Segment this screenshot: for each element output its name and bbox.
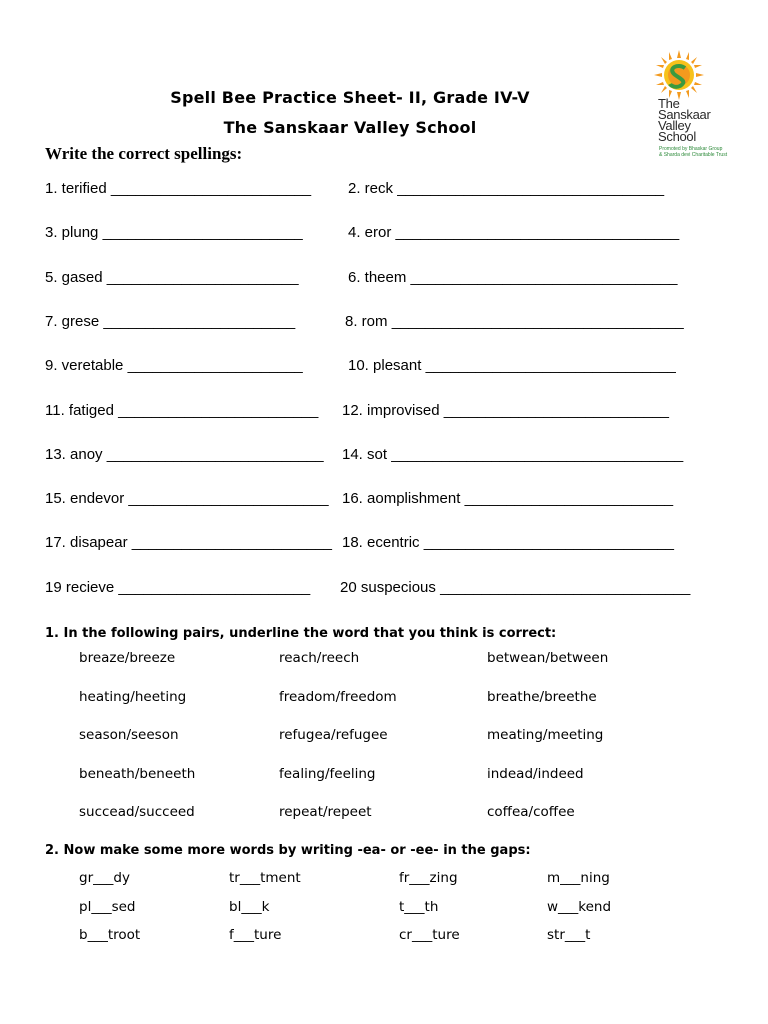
spelling-item-4 xyxy=(348,224,679,241)
answer-blank[interactable]: __________________________ xyxy=(106,445,324,463)
answer-blank[interactable]: _______________________ xyxy=(118,578,311,596)
spelling-word: 3. plung xyxy=(45,224,99,242)
word-pair[interactable]: repeat/repeet xyxy=(279,804,372,821)
spelling-word: 19 recieve xyxy=(45,578,115,596)
spelling-word: 11. fatiged xyxy=(45,401,114,419)
section1-heading: 1. In the following pairs, underline the word that you think is correct: xyxy=(45,626,557,641)
answer-blank[interactable]: ________________________ xyxy=(128,490,329,508)
word-pair[interactable]: coffea/coffee xyxy=(487,804,575,821)
answer-blank[interactable]: _______________________ xyxy=(106,268,299,286)
spelling-word: 10. plesant xyxy=(348,357,422,375)
spelling-item-14 xyxy=(342,446,683,463)
answer-blank[interactable]: _______________________ xyxy=(103,312,296,330)
spelling-word: 17. disapear xyxy=(45,534,128,552)
spelling-item-13 xyxy=(45,446,324,463)
spelling-word: 20 suspecious xyxy=(340,578,436,596)
word-pair[interactable]: indead/indeed xyxy=(487,765,584,782)
word-pair[interactable]: betwean/between xyxy=(487,650,609,666)
spelling-item-7 xyxy=(45,313,295,330)
spelling-item-16 xyxy=(342,490,673,507)
gap-word[interactable]: fr___zing xyxy=(399,870,458,886)
spelling-word: 8. rom xyxy=(345,312,388,330)
spelling-word: 12. improvised xyxy=(342,401,440,419)
spelling-item-12 xyxy=(342,402,669,419)
spelling-item-11 xyxy=(45,402,318,419)
school-name-title: The Sanskaar Valley School xyxy=(223,118,477,137)
word-pair[interactable]: meating/meeting xyxy=(487,727,604,744)
word-pair[interactable]: succead/succeed xyxy=(79,804,195,821)
gap-word[interactable]: m___ning xyxy=(547,870,610,886)
answer-blank[interactable]: ________________________ xyxy=(110,180,312,197)
spelling-item-17 xyxy=(45,534,332,551)
gap-word[interactable]: f___ture xyxy=(229,927,282,943)
word-pair[interactable]: freadom/freedom xyxy=(279,688,397,705)
answer-blank[interactable]: ______________________________ xyxy=(423,534,674,552)
answer-blank[interactable]: ________________________ xyxy=(131,534,332,552)
spelling-word: 7. grese xyxy=(45,312,100,330)
spelling-word: 4. eror xyxy=(348,224,392,242)
spelling-word: 2. reck xyxy=(348,180,394,197)
spelling-item-19 xyxy=(45,579,310,596)
answer-blank[interactable]: ________________________ xyxy=(118,401,319,419)
logo-school-name: The Sanskaar Valley School xyxy=(658,96,711,144)
spelling-item-1 xyxy=(45,180,311,197)
gap-word[interactable]: tr___tment xyxy=(229,870,301,886)
spelling-item-15 xyxy=(45,490,329,507)
spelling-word: 9. veretable xyxy=(45,357,124,375)
spelling-item-3 xyxy=(45,224,303,241)
section2-heading: 2. Now make some more words by writing -ea- or -ee- in the gaps: xyxy=(45,843,531,858)
answer-blank[interactable]: __________________________________ xyxy=(395,224,680,242)
spelling-word: 13. anoy xyxy=(45,445,103,463)
answer-blank[interactable]: ___________________________ xyxy=(443,401,669,419)
spelling-item-8 xyxy=(345,313,684,330)
spelling-word: 15. endevor xyxy=(45,490,125,508)
gap-word[interactable]: bl___k xyxy=(229,898,270,915)
spelling-item-20 xyxy=(340,579,690,596)
spelling-item-10 xyxy=(348,357,676,374)
instructions-heading: Write the correct spellings: xyxy=(45,144,243,163)
word-pair[interactable]: reach/reech xyxy=(279,650,360,666)
answer-blank[interactable]: ___________________________________ xyxy=(391,312,684,330)
spelling-item-5 xyxy=(45,269,299,286)
gap-word[interactable]: b___troot xyxy=(79,927,141,943)
spelling-item-6 xyxy=(348,269,678,286)
word-pair[interactable]: season/seeson xyxy=(79,727,179,744)
spelling-item-18 xyxy=(342,534,674,551)
answer-blank[interactable]: ___________________________________ xyxy=(391,445,684,463)
gap-word[interactable]: str___t xyxy=(547,927,591,943)
spelling-word: 5. gased xyxy=(45,268,103,286)
spelling-item-9 xyxy=(45,357,303,374)
gap-word[interactable]: cr___ture xyxy=(399,927,460,943)
school-logo xyxy=(646,46,738,166)
gap-word[interactable]: t___th xyxy=(399,898,439,915)
word-pair[interactable]: beneath/beneeth xyxy=(79,765,196,782)
answer-blank[interactable]: _____________________ xyxy=(127,357,303,375)
answer-blank[interactable]: ________________________________ xyxy=(397,180,665,197)
word-pair[interactable]: refugea/refugee xyxy=(279,727,388,744)
spelling-word: 1. terified xyxy=(45,180,107,197)
gap-word[interactable]: pl___sed xyxy=(79,898,136,915)
gap-word[interactable]: w___kend xyxy=(547,898,612,915)
logo-tagline: Promoted by Bhaskar Group & Sharda devi Charitable Trust xyxy=(659,146,728,158)
spelling-word: 14. sot xyxy=(342,445,388,463)
word-pair[interactable]: breaze/breeze xyxy=(79,650,176,666)
gap-word[interactable]: gr___dy xyxy=(79,870,130,886)
sun-logo-icon xyxy=(654,50,704,100)
answer-blank[interactable]: _________________________ xyxy=(464,490,674,508)
answer-blank[interactable]: ______________________________ xyxy=(440,578,691,596)
spelling-item-2 xyxy=(348,180,664,197)
answer-blank[interactable]: ________________________ xyxy=(102,224,303,242)
answer-blank[interactable]: ______________________________ xyxy=(425,357,676,375)
spelling-word: 6. theem xyxy=(348,268,407,286)
worksheet-title: Spell Bee Practice Sheet- II, Grade IV-V xyxy=(170,88,530,107)
word-pair[interactable]: fealing/feeling xyxy=(279,765,376,782)
word-pair[interactable]: heating/heeting xyxy=(79,688,187,705)
spelling-word: 18. ecentric xyxy=(342,534,420,552)
spelling-word: 16. aomplishment xyxy=(342,490,461,508)
answer-blank[interactable]: ________________________________ xyxy=(410,268,678,286)
word-pair[interactable]: breathe/breethe xyxy=(487,688,597,705)
